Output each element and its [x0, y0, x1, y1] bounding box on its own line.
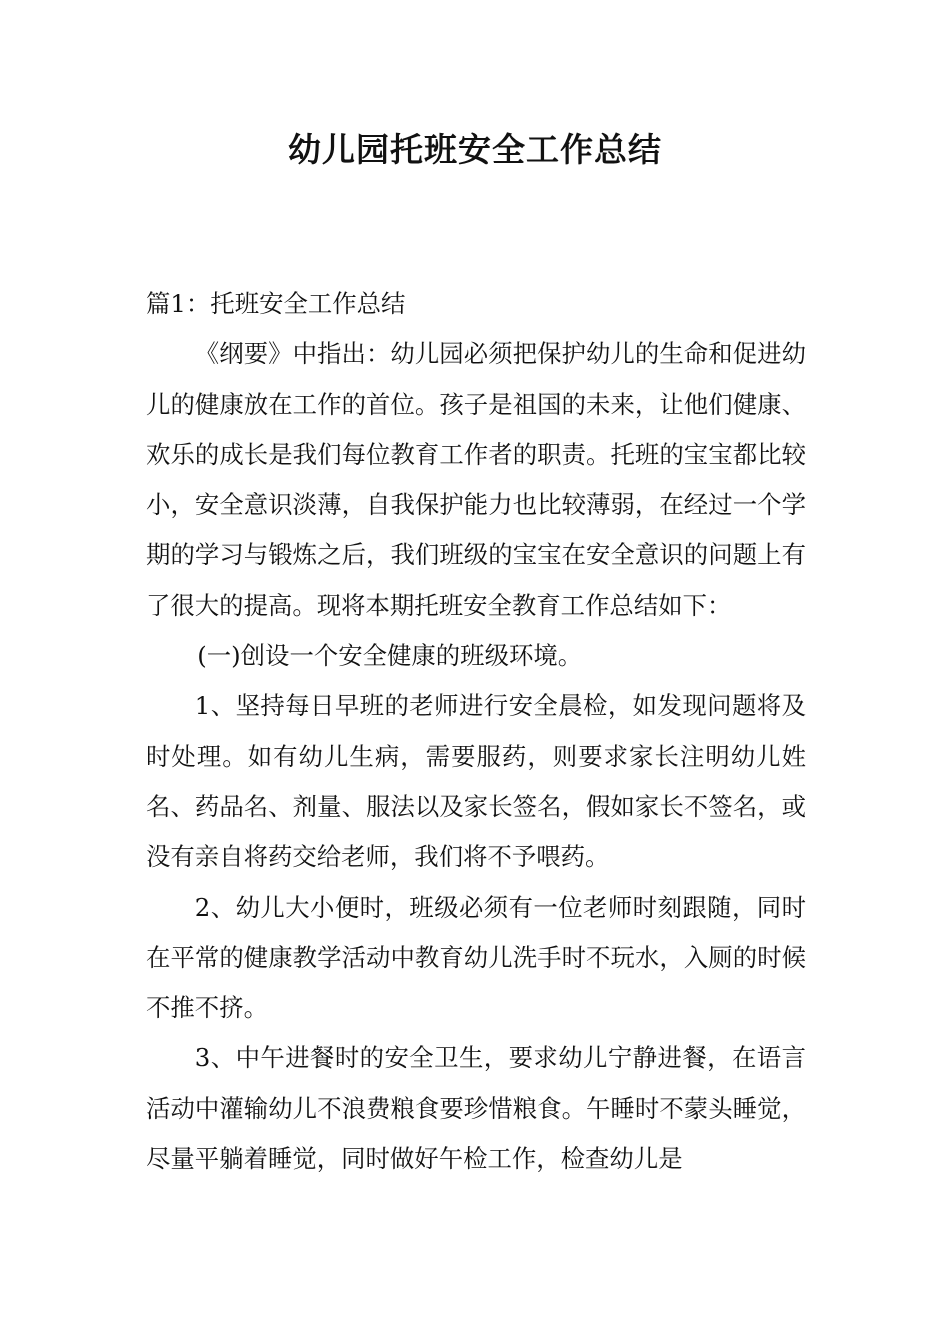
document-body	[146, 279, 806, 1184]
paragraph-item-2: 2、幼儿大小便时，班级必须有一位老师时刻跟随，同时在平常的健康教学活动中教育幼儿洗手时不玩水，入厕的时候不推不挤。	[146, 892, 806, 1023]
paragraph-item-1: 1、坚持每日早班的老师进行安全晨检，如发现问题将及时处理。如有幼儿生病，需要服药，则要求家长注明幼儿姓名、药品名、剂量、服法以及家长签名，假如家长不签名，或没有亲自将药交给老师，我们将不予喂药。	[146, 691, 806, 872]
paragraph-intro: 《纲要》中指出：幼儿园必须把保护幼儿的生命和促进幼儿的健康放在工作的首位。孩子是祖国的未来，让他们健康、欢乐的成长是我们每位教育工作者的职责。托班的宝宝都比较小，安全意识淡薄，自我保护能力也比较薄弱，在经过一个学期的学习与锻炼之后，我们班级的宝宝在安全意识的问题上有了很大的提高。现将本期托班安全教育工作总结如下：	[146, 339, 806, 620]
section-heading: 篇1：托班安全工作总结	[146, 289, 406, 318]
paragraph-subheading: (一)创设一个安全健康的班级环境。	[197, 641, 583, 671]
paragraph-item-3: 3、中午进餐时的安全卫生，要求幼儿宁静进餐，在语言活动中灌输幼儿不浪费粮食要珍惜粮食。午睡时不蒙头睡觉，尽量平躺着睡觉，同时做好午检工作，检查幼儿是	[146, 1043, 806, 1174]
document-title: 幼儿园托班安全工作总结	[288, 130, 662, 169]
